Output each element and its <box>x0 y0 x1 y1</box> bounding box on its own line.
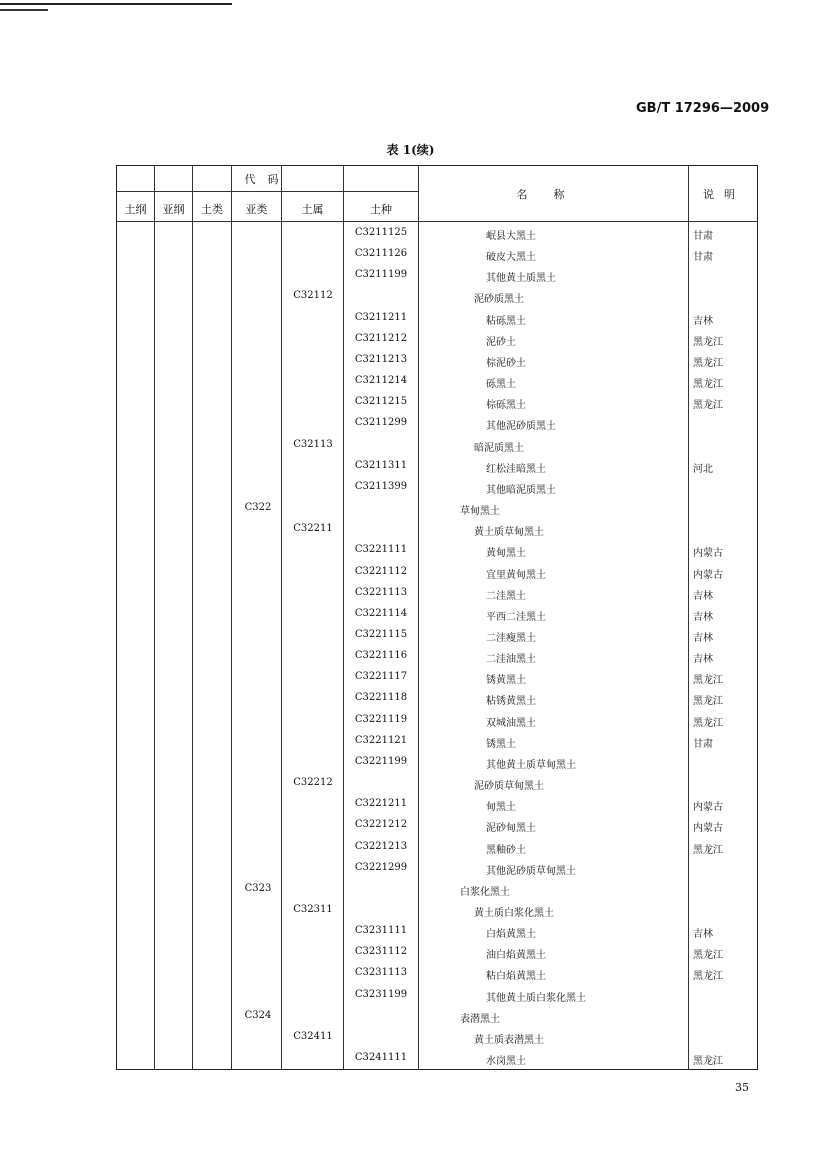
cell-tuzhong: C3211199 <box>354 269 408 281</box>
cell-note: 内蒙古 <box>693 548 723 560</box>
cell-note: 黑龙江 <box>693 950 723 962</box>
cell-name: 黑釉砂土 <box>486 844 526 856</box>
table-row <box>117 667 757 688</box>
cell-note: 吉林 <box>693 654 713 666</box>
cell-tuzhong: C3211212 <box>354 332 408 344</box>
cell-tuzhong: C3221113 <box>354 586 408 598</box>
cell-name: 黄土质白浆化黑土 <box>474 908 554 919</box>
cell-tuzhong: C3211299 <box>354 417 408 429</box>
cell-name: 粘锈黄黑土 <box>486 696 536 708</box>
cell-yalei: C324 <box>244 1009 272 1021</box>
table-row <box>117 308 757 329</box>
cell-tuzhong: C3221299 <box>354 861 408 873</box>
cell-note: 河北 <box>693 463 713 475</box>
cell-tuzhong: C3211215 <box>354 396 408 408</box>
cell-name: 其他泥砂质草甸黑土 <box>486 865 576 877</box>
table-row <box>117 350 757 371</box>
standard-number: GB/T 17296—2009 <box>636 101 770 116</box>
table-row <box>117 1048 757 1069</box>
table-row <box>117 286 757 307</box>
table-row <box>117 1027 757 1048</box>
cell-name: 水岗黑土 <box>486 1056 526 1068</box>
table-row <box>117 837 757 858</box>
cell-tuzhong: C3221211 <box>354 798 408 810</box>
table-row <box>117 815 757 836</box>
table-row <box>117 688 757 709</box>
table-row <box>117 413 757 434</box>
cell-name: 宜里黄甸黑土 <box>486 569 546 581</box>
table-row <box>117 583 757 604</box>
cell-name: 甸黑土 <box>486 802 516 814</box>
cell-tuzhong: C3231112 <box>354 946 408 958</box>
cell-tuzhong: C3221199 <box>354 755 408 767</box>
cell-tushu: C32411 <box>293 1030 333 1042</box>
cell-name: 岷县大黑土 <box>486 231 536 242</box>
soil-classification-table <box>116 165 758 1070</box>
cell-tuzhong: C3231111 <box>354 925 408 937</box>
cell-name: 泥砂土 <box>486 336 516 348</box>
cell-name: 黄土质草甸黑土 <box>474 527 544 539</box>
cell-tuzhong: C3211211 <box>354 311 408 323</box>
cell-tuzhong: C3221118 <box>354 692 408 704</box>
cell-note: 内蒙古 <box>693 823 723 835</box>
page-number: 35 <box>735 1081 749 1094</box>
table-row <box>117 752 757 773</box>
cell-tuzhong: C3211214 <box>354 375 408 387</box>
table-row <box>117 540 757 561</box>
cell-tuzhong: C3221121 <box>354 734 408 746</box>
cell-note: 吉林 <box>693 611 713 623</box>
cell-note: 黑龙江 <box>693 717 723 729</box>
cell-tuzhong: C3241111 <box>354 1052 408 1064</box>
cell-name: 砾黑土 <box>486 379 516 391</box>
cell-tushu: C32113 <box>293 438 333 450</box>
cell-note: 黑龙江 <box>693 971 723 983</box>
cell-yalei: C322 <box>244 502 272 514</box>
cell-note: 吉林 <box>693 632 713 644</box>
cell-note: 甘肃 <box>693 252 713 264</box>
cell-note: 甘肃 <box>693 231 713 242</box>
cell-tushu: C32211 <box>293 523 333 535</box>
cell-name: 棕砾黑土 <box>486 400 526 412</box>
cell-tuzhong: C3221212 <box>354 819 408 831</box>
cell-note: 黑龙江 <box>693 675 723 687</box>
cell-tuzhong: C3221119 <box>354 713 408 725</box>
cell-name: 白浆化黑土 <box>460 886 510 898</box>
cell-note: 黑龙江 <box>693 379 723 391</box>
cell-name: 油白焰黄黑土 <box>486 950 546 962</box>
cell-note: 甘肃 <box>693 738 713 750</box>
cell-name: 其他暗泥质黑土 <box>486 484 556 496</box>
cell-name: 锈黑土 <box>486 738 516 750</box>
cell-note: 黑龙江 <box>693 696 723 708</box>
cell-note: 黑龙江 <box>693 400 723 412</box>
code-group-header: 代码 <box>244 173 291 186</box>
table-row <box>117 519 757 540</box>
table-caption: 表 1(续) <box>386 143 435 157</box>
cell-name: 棕泥砂土 <box>486 357 526 369</box>
cell-tushu: C32112 <box>293 290 333 302</box>
cell-name: 其他黄土质白浆化黑土 <box>486 992 586 1004</box>
cell-note: 吉林 <box>693 315 713 327</box>
table-row <box>117 963 757 984</box>
table-row <box>117 604 757 625</box>
cell-name: 泥砂质黑土 <box>474 294 524 306</box>
cell-note: 内蒙古 <box>693 802 723 814</box>
table-row <box>117 625 757 646</box>
cell-name: 白焰黄黑土 <box>486 929 536 941</box>
col-header-tulei: 土类 <box>201 203 223 216</box>
col-header-yalei: 亚类 <box>245 203 268 216</box>
cell-name: 其他黄土质草甸黑土 <box>486 759 576 771</box>
cell-name: 二洼瘦黑土 <box>486 632 536 644</box>
cell-note: 吉林 <box>693 929 713 941</box>
cell-note: 黑龙江 <box>693 336 723 348</box>
table-row <box>117 223 757 244</box>
table-row <box>117 562 757 583</box>
table-body <box>117 223 757 1069</box>
table-row <box>117 710 757 731</box>
table-row <box>117 435 757 456</box>
table-row <box>117 879 757 900</box>
cell-tuzhong: C3221117 <box>354 671 408 683</box>
table-row <box>117 794 757 815</box>
cell-note: 吉林 <box>693 590 713 602</box>
cell-tuzhong: C3221112 <box>354 565 408 577</box>
scan-edge-mark <box>0 3 232 5</box>
table-row <box>117 329 757 350</box>
cell-tuzhong: C3231113 <box>354 967 408 979</box>
table-row <box>117 456 757 477</box>
cell-name: 二洼黑土 <box>486 590 526 602</box>
cell-tushu: C32311 <box>293 904 333 915</box>
table-row <box>117 942 757 963</box>
cell-tuzhong: C3221213 <box>354 840 408 852</box>
cell-tuzhong: C3221116 <box>354 650 408 662</box>
col-header-tugang: 土纲 <box>124 203 147 216</box>
cell-name: 黄土质表潜黑土 <box>474 1034 544 1046</box>
cell-name: 表潜黑土 <box>460 1013 500 1025</box>
table-row <box>117 371 757 392</box>
cell-name: 锈黄黑土 <box>486 675 526 687</box>
cell-tushu: C32212 <box>293 777 333 789</box>
col-header-note: 说明 <box>703 188 745 201</box>
cell-tuzhong: C3211125 <box>354 227 408 238</box>
table-row <box>117 985 757 1006</box>
cell-name: 其他黄土质黑土 <box>486 273 556 285</box>
cell-tuzhong: C3231199 <box>354 988 408 1000</box>
cell-tuzhong: C3211213 <box>354 353 408 365</box>
cell-name: 泥砂甸黑土 <box>486 823 536 835</box>
col-header-tushu: 土属 <box>301 203 324 216</box>
scan-edge-mark-small <box>0 9 48 11</box>
cell-name: 二洼油黑土 <box>486 654 536 666</box>
table-row <box>117 773 757 794</box>
table-row <box>117 392 757 413</box>
cell-tuzhong: C3221115 <box>354 628 408 640</box>
cell-name: 泥砂质草甸黑土 <box>474 781 544 793</box>
cell-yalei: C323 <box>244 882 272 894</box>
cell-name: 粘白焰黄黑土 <box>486 971 546 983</box>
table-row <box>117 244 757 265</box>
cell-name: 其他泥砂质黑土 <box>486 421 556 433</box>
cell-name: 暗泥质黑土 <box>474 442 524 454</box>
cell-note: 内蒙古 <box>693 569 723 581</box>
cell-name: 双城油黑土 <box>486 717 536 729</box>
table-row <box>117 858 757 879</box>
cell-name: 红松洼暗黑土 <box>486 463 546 475</box>
cell-note: 黑龙江 <box>693 844 723 856</box>
table-row <box>117 265 757 286</box>
cell-tuzhong: C3211399 <box>354 480 408 492</box>
table-row <box>117 477 757 498</box>
cell-name: 平西二洼黑土 <box>486 611 546 623</box>
table-row <box>117 921 757 942</box>
cell-tuzhong: C3221114 <box>354 607 408 619</box>
table-row <box>117 731 757 752</box>
col-header-tuzhong: 土种 <box>370 203 392 216</box>
header-bottom-rule <box>117 221 757 222</box>
col-header-name: 名称 <box>516 188 591 201</box>
cell-name: 草甸黑土 <box>460 506 500 518</box>
cell-tuzhong: C3221111 <box>354 544 408 556</box>
cell-note: 黑龙江 <box>693 357 723 369</box>
cell-note: 黑龙江 <box>693 1056 723 1068</box>
table-row <box>117 646 757 667</box>
col-header-yagang: 亚纲 <box>162 203 185 216</box>
cell-tuzhong: C3211126 <box>354 248 408 260</box>
cell-name: 粘砾黑土 <box>486 315 526 327</box>
cell-name: 破皮大黑土 <box>486 252 536 264</box>
cell-name: 黄甸黑土 <box>486 548 526 560</box>
table-row <box>117 498 757 519</box>
cell-tuzhong: C3211311 <box>354 459 408 471</box>
header-subdivider <box>117 191 418 192</box>
table-row <box>117 900 757 921</box>
table-row <box>117 1006 757 1027</box>
